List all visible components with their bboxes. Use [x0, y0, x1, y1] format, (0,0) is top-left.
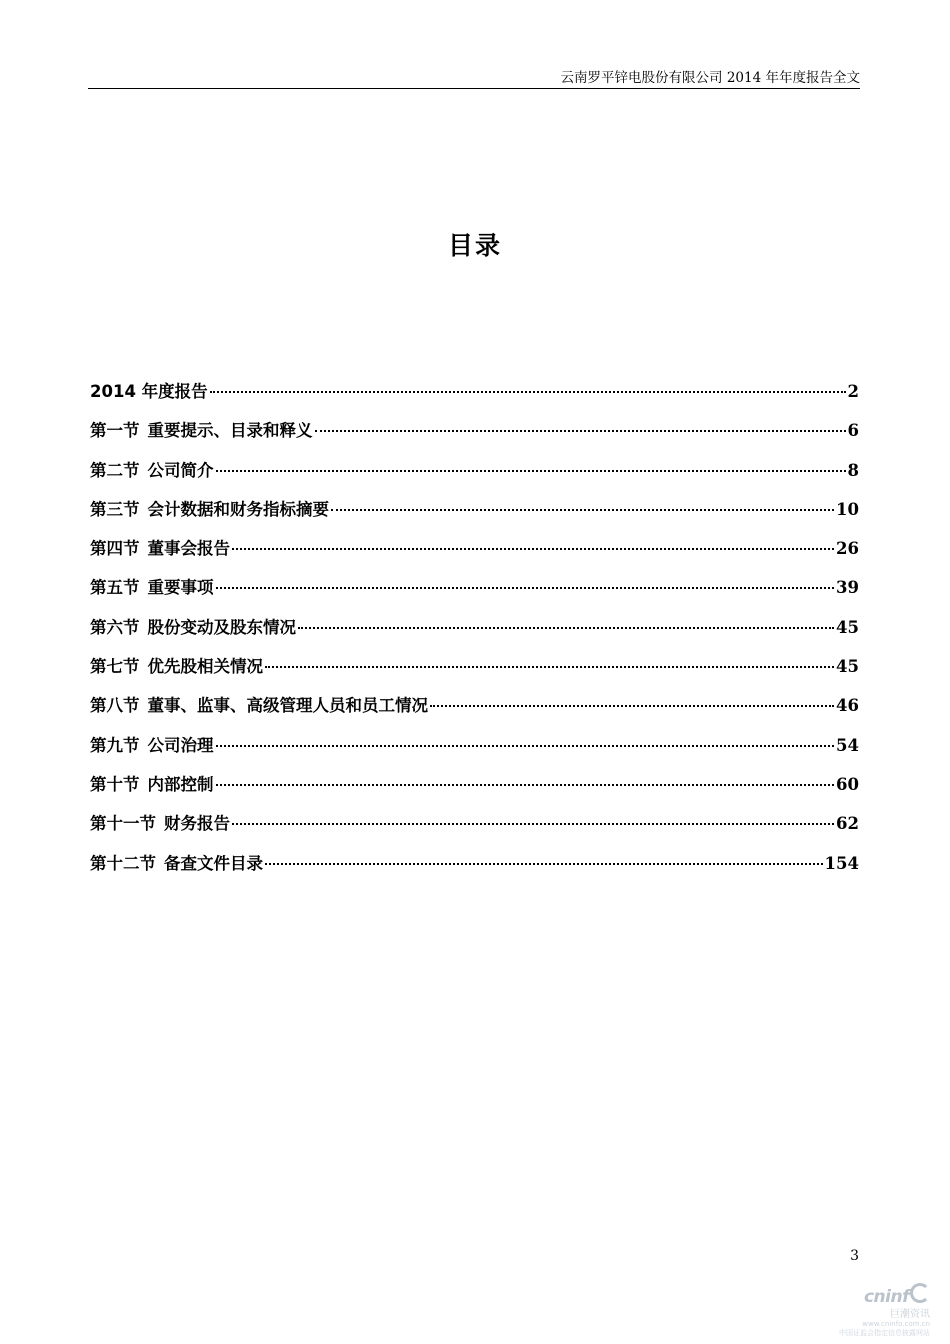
page-header: [88, 62, 860, 89]
toc-entry[interactable]: [90, 653, 859, 692]
toc-section-title: 2014 年度报告: [90, 382, 208, 401]
toc-entry-label: [90, 574, 214, 598]
toc-dot-leader: [216, 469, 846, 472]
toc-entry-label: [90, 535, 230, 559]
cninfo-watermark: [820, 1283, 930, 1338]
toc-section-number: 第六节: [90, 617, 140, 637]
toc-section-title: 备查文件目录: [164, 853, 263, 873]
toc-dot-leader: [430, 704, 834, 707]
toc-entry-label: [90, 732, 214, 756]
toc-dot-leader: [232, 547, 834, 550]
cninfo-logo-text: cninf: [863, 1287, 909, 1307]
toc-dot-leader: [232, 822, 834, 825]
swirl-icon: [910, 1283, 930, 1303]
toc-section-number: 第十节: [90, 774, 140, 794]
toc-entry-label: [90, 850, 263, 874]
header-text: 云南罗平锌电股份有限公司 2014 年年度报告全文: [560, 70, 860, 86]
toc-entry[interactable]: [90, 535, 859, 574]
toc-entry-label: [90, 614, 296, 638]
toc-entry[interactable]: [90, 496, 859, 535]
toc-entry-label: [90, 417, 313, 441]
watermark-line: 中国证监会指定信息披露网站: [839, 1329, 930, 1337]
toc-dot-leader: [265, 665, 834, 668]
toc-page-number: 60: [836, 774, 859, 794]
toc-section-title: 内部控制: [147, 774, 214, 794]
toc-entry[interactable]: [90, 810, 859, 849]
toc-dot-leader: [210, 390, 846, 393]
toc-section-number: 第十一节: [90, 814, 156, 834]
toc-page-number: 2: [847, 382, 859, 401]
toc-dot-leader: [315, 429, 846, 432]
toc-entry[interactable]: [90, 457, 859, 496]
toc-section-number: 第一节: [90, 421, 140, 441]
toc-section-number: 第九节: [90, 735, 140, 755]
toc-entry-label: [90, 378, 208, 402]
cninfo-logo: [820, 1283, 930, 1307]
toc-section-number: 第五节: [90, 578, 140, 598]
toc-page-number: 45: [836, 617, 859, 637]
toc-entry-label: [90, 653, 263, 677]
toc-section-number: 第八节: [90, 696, 140, 716]
page-number: 3: [850, 1248, 859, 1264]
toc-entry-label: [90, 457, 214, 481]
toc-entry[interactable]: [90, 614, 859, 653]
toc-section-number: 第二节: [90, 460, 140, 480]
toc-entry-label: [90, 771, 214, 795]
toc-entry[interactable]: [90, 850, 859, 889]
toc-section-title: 重要事项: [147, 578, 214, 598]
toc-section-title: 会计数据和财务指标摘要: [147, 499, 329, 519]
toc-section-title: 重要提示、目录和释义: [147, 421, 313, 441]
toc-page-number: 46: [836, 696, 859, 716]
toc-dot-leader: [216, 783, 835, 786]
toc-section-number: 第十二节: [90, 853, 156, 873]
toc-page-number: 8: [847, 460, 859, 480]
toc-page-number: 26: [836, 539, 859, 559]
toc-section-title: 公司治理: [147, 735, 214, 755]
toc-entry[interactable]: [90, 574, 859, 613]
toc-page-number: 62: [836, 814, 859, 834]
toc-entry-label: [90, 692, 428, 716]
toc-page-number: 39: [836, 578, 859, 598]
toc-dot-leader: [216, 744, 835, 747]
toc-page-number: 54: [836, 735, 859, 755]
toc-entry[interactable]: [90, 732, 859, 771]
toc-page-number: 10: [836, 499, 859, 519]
watermark-subtitle: 巨潮资讯: [890, 1309, 930, 1320]
toc-entry[interactable]: [90, 417, 859, 456]
toc-section-number: 第三节: [90, 499, 140, 519]
toc-page-number: 45: [836, 657, 859, 677]
toc-dot-leader: [216, 586, 835, 589]
toc-section-title: 董事、监事、高级管理人员和员工情况: [147, 696, 428, 716]
toc-page-number: 6: [847, 421, 859, 441]
toc-entry[interactable]: [90, 378, 859, 417]
toc-entry-label: [90, 810, 230, 834]
watermark-url: www.cninfo.com.cn: [862, 1320, 930, 1328]
toc-page-number: 154: [824, 853, 859, 873]
page-title: 目录: [447, 231, 502, 260]
table-of-contents: [90, 378, 859, 889]
toc-section-title: 董事会报告: [147, 539, 230, 559]
toc-section-title: 优先股相关情况: [147, 657, 263, 677]
toc-dot-leader: [331, 508, 834, 511]
toc-dot-leader: [298, 626, 834, 629]
toc-section-title: 股份变动及股东情况: [147, 617, 296, 637]
toc-section-number: 第四节: [90, 539, 140, 559]
toc-section-title: 财务报告: [164, 814, 230, 834]
toc-entry[interactable]: [90, 771, 859, 810]
toc-dot-leader: [265, 862, 823, 865]
toc-section-title: 公司简介: [147, 460, 214, 480]
toc-entry[interactable]: [90, 692, 859, 731]
toc-section-number: 第七节: [90, 657, 140, 677]
toc-entry-label: [90, 496, 329, 520]
